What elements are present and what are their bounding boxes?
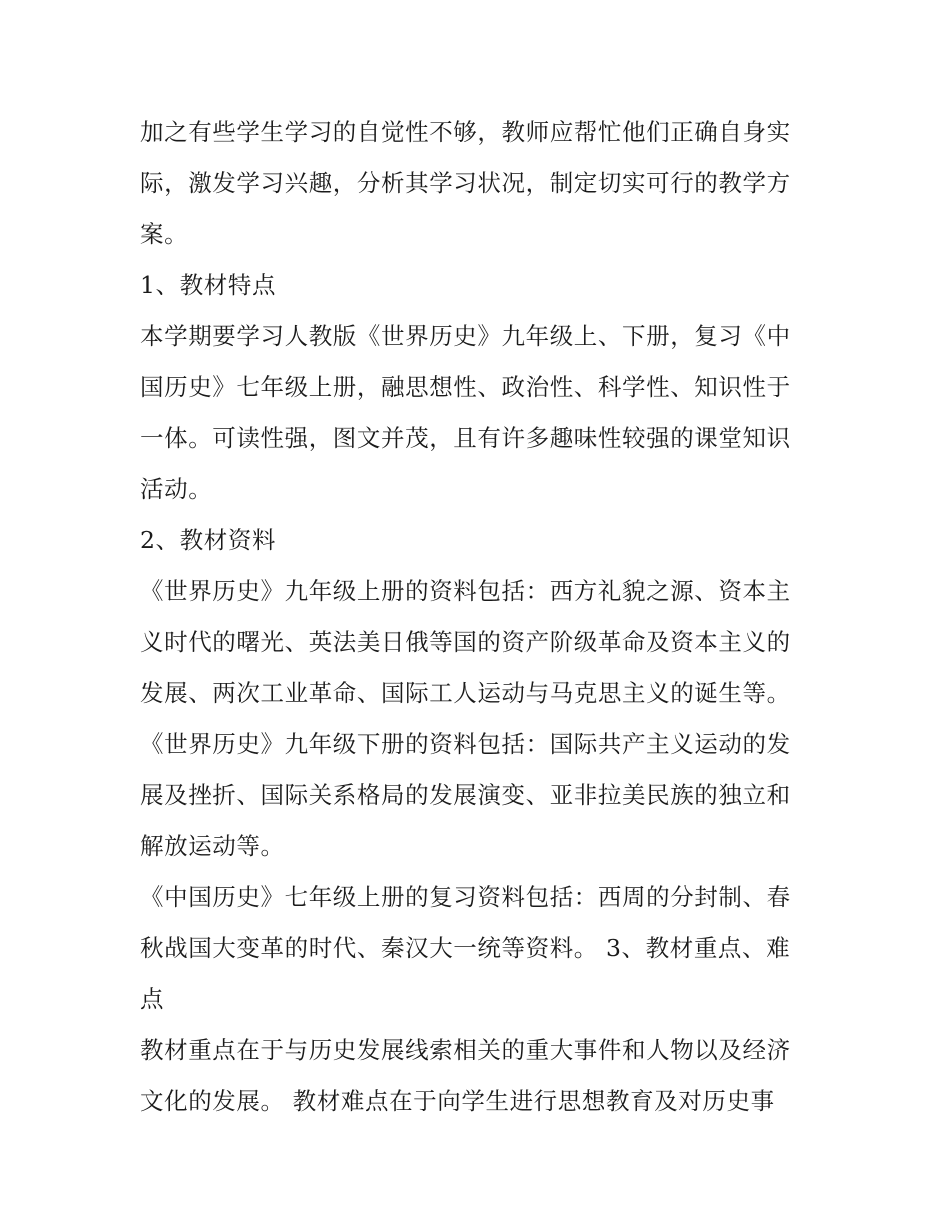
text-line: 国历史》七年级上册，融思想性、政治性、科学性、知识性于 xyxy=(140,373,791,401)
text-line: 教材重点在于与历史发展线索相关的重大事件和人物以及经济 xyxy=(140,1036,791,1064)
text-line: 展及挫折、国际关系格局的发展演变、亚非拉美民族的独立和 xyxy=(140,781,791,809)
section-heading-1: 1、教材特点 xyxy=(140,271,277,299)
text-line: 活动。 xyxy=(140,475,213,503)
text-line: 《世界历史》九年级下册的资料包括：国际共产主义运动的发 xyxy=(140,730,791,758)
text-line: 解放运动等。 xyxy=(140,832,285,860)
text-line: 加之有些学生学习的自觉性不够，教师应帮忙他们正确自身实 xyxy=(140,118,791,146)
section-heading-2: 2、教材资料 xyxy=(140,526,277,554)
text-line: 发展、两次工业革命、国际工人运动与马克思主义的诞生等。 xyxy=(140,679,791,707)
text-line: 一体。可读性强，图文并茂，且有许多趣味性较强的课堂知识 xyxy=(140,424,791,452)
text-line: 本学期要学习人教版《世界历史》九年级上、下册，复习《中 xyxy=(140,322,791,350)
document-body xyxy=(140,107,820,1127)
text-line: 案。 xyxy=(140,220,189,248)
text-line: 际，激发学习兴趣，分析其学习状况，制定切实可行的教学方 xyxy=(140,169,791,197)
text-line: 点 xyxy=(140,985,165,1013)
text-line: 义时代的曙光、英法美日俄等国的资产阶级革命及资本主义的 xyxy=(140,628,791,656)
text-line: 秋战国大变革的时代、秦汉大一统等资料。 3、教材重点、难 xyxy=(140,934,791,962)
text-line: 文化的发展。 教材难点在于向学生进行思想教育及对历史事 xyxy=(140,1087,775,1115)
text-line: 《中国历史》七年级上册的复习资料包括：西周的分封制、春 xyxy=(140,883,791,911)
text-line: 《世界历史》九年级上册的资料包括：西方礼貌之源、资本主 xyxy=(140,577,791,605)
